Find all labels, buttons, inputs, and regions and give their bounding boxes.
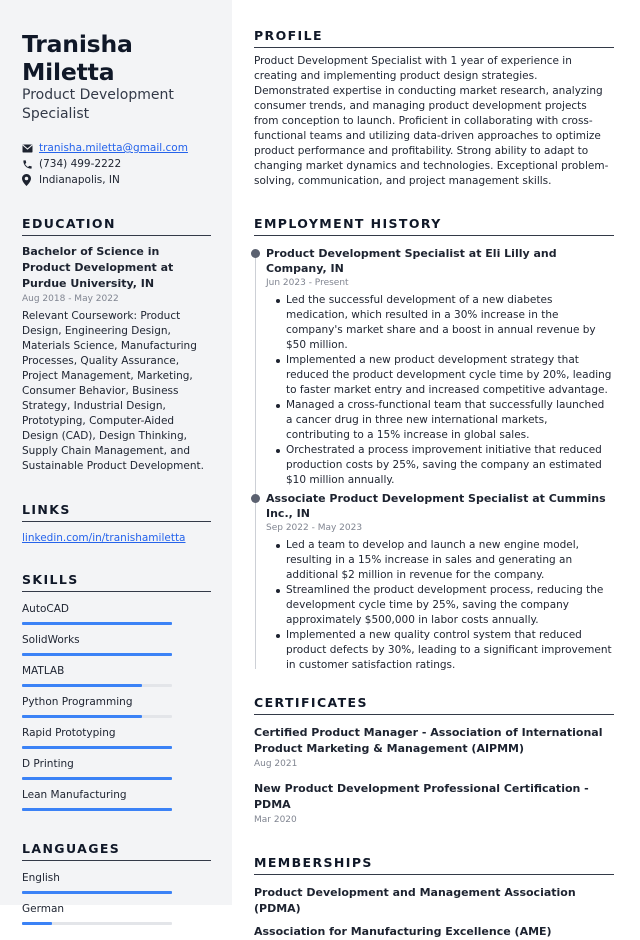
location-text: Indianapolis, IN [39,174,120,186]
skill-item [22,757,211,780]
contact-list [22,140,211,188]
skill-level-bar [22,808,172,811]
language-level-bar [22,891,172,894]
phone-icon [22,159,38,170]
memberships-heading: MEMBERSHIPS [254,855,614,875]
profile-heading: PROFILE [254,28,614,48]
skill-name: Rapid Prototyping [22,727,116,739]
skill-item [22,664,211,687]
certificate-title: Certified Product Manager - Association of International Product Marketing & Management (AIPMM) [254,726,603,755]
certificates-heading: CERTIFICATES [254,695,614,715]
languages-heading: LANGUAGES [22,841,211,861]
profile-section [254,28,614,189]
map-pin-icon [22,174,38,186]
skill-name: SolidWorks [22,634,80,646]
employment-section [254,216,614,673]
skill-name: MATLAB [22,665,65,677]
skills-section [22,572,211,811]
skill-level-fill [22,715,142,718]
job-date: Sep 2022 - May 2023 [266,523,363,533]
linkedin-link[interactable]: linkedin.com/in/tranishamiletta [22,532,186,544]
certificate-item [254,725,614,771]
job-bullet: Implemented a new product development strategy that reduced the product development cycle time by 20%, leading to faster market entry and increased competitive advantage. [266,353,614,398]
education-heading: EDUCATION [22,216,211,236]
skill-item [22,633,211,656]
skill-name: Python Programming [22,696,133,708]
skill-item [22,695,211,718]
skill-level-fill [22,777,172,780]
language-item [22,902,211,925]
education-degree: Bachelor of Science in Product Development at Purdue University, IN [22,245,174,290]
job-bullet: Led the successful development of a new diabetes medication, which resulted in a 30% increase in the company's market share and a boost in annual revenue by $50 million. [266,293,614,353]
job-bullet: Implemented a new quality control system that reduced product defects by 30%, leading to a significant improvement in customer satisfaction ratings. [266,628,614,673]
language-name: German [22,903,65,915]
skill-level-bar [22,777,172,780]
languages-section [22,841,211,925]
timeline-dot [251,249,260,258]
skills-heading: SKILLS [22,572,211,592]
skill-name: AutoCAD [22,603,69,615]
profile-text: Product Development Specialist with 1 year of experience in creating and implementing product design strategies. Demonstrated expertise in conducting market research, analyzing consumer trends, and managing product development projects from conception to launch. Proficient in collaborating with cross-functional teams and utilizing data-driven approaches to optimize product performance and profitability. Strong ability to adapt to changing market dynamics and technologies. Exceptional problem-solving, communication, and project management skills. [254,55,609,187]
candidate-role: Product Development Specialist [22,87,174,122]
skill-level-fill [22,653,172,656]
skill-level-bar [22,653,172,656]
skill-name: Lean Manufacturing [22,789,127,801]
contact-email [22,140,211,156]
membership-item: Product Development and Management Association (PDMA) [254,886,576,915]
job-bullet: Streamlined the product development process, reducing the development cycle time by 25%, saving the company approximately $500,000 in labor costs annually. [266,583,614,628]
languages-list [22,871,211,925]
skill-item [22,788,211,811]
skill-level-fill [22,746,172,749]
certificates-list [254,725,614,827]
links-heading: LINKS [22,502,211,522]
skill-level-fill [22,808,172,811]
contact-location [22,172,211,188]
skill-item [22,726,211,749]
candidate-name: Tranisha Miletta [22,30,133,86]
contact-phone [22,156,211,172]
job-title: Associate Product Development Specialist at Cummins Inc., IN [266,492,606,520]
certificate-date: Mar 2020 [254,815,297,825]
skill-level-fill [22,622,172,625]
employment-heading: EMPLOYMENT HISTORY [254,216,614,236]
sidebar [0,0,232,915]
job-date: Jun 2023 - Present [266,278,349,288]
email-link[interactable]: tranisha.miletta@gmail.com [39,142,188,154]
certificates-section [254,695,614,827]
links-section [22,502,211,544]
job-bullets [266,538,614,673]
language-level-bar [22,922,172,925]
skill-level-bar [22,684,172,687]
skills-list [22,602,211,811]
job-bullets [266,293,614,488]
language-name: English [22,872,60,884]
job-bullet: Managed a cross-functional team that successfully launched a cancer drug in three new international markets, contributing to a 15% increase in global sales. [266,398,614,443]
job-bullet: Led a team to develop and launch a new engine model, resulting in a 15% increase in sales and generating an additional $2 million in revenue for the company. [266,538,614,583]
employment-timeline [254,246,614,673]
skill-item [22,602,211,625]
job-title: Product Development Specialist at Eli Lilly and Company, IN [266,247,557,275]
timeline-dot [251,494,260,503]
language-item [22,871,211,894]
phone-text: (734) 499-2222 [39,158,122,170]
envelope-icon [22,144,38,153]
job-entry [254,491,614,673]
skill-level-bar [22,622,172,625]
skill-level-bar [22,715,172,718]
education-section [22,216,211,474]
main-content [254,28,614,940]
job-entry [254,246,614,488]
memberships-list [254,885,614,940]
certificate-title: New Product Development Professional Certification - PDMA [254,782,589,811]
membership-item: Association for Manufacturing Excellence (AME) [254,925,552,938]
skill-name: D Printing [22,758,74,770]
education-date: Aug 2018 - May 2022 [22,294,119,304]
education-description: Relevant Coursework: Product Design, Engineering Design, Materials Science, Manufacturing Processes, Quality Assurance, Project Management, Marketing, Consumer Behavior, Business Strategy, Industrial Design, Prototyping, Computer-Aided Design (CAD), Design Thinking, Supply Chain Management, and Sustainable Product Development. [22,310,204,472]
language-level-fill [22,922,52,925]
language-level-fill [22,891,172,894]
memberships-section [254,855,614,940]
certificate-date: Aug 2021 [254,759,298,769]
skill-level-fill [22,684,142,687]
certificate-item [254,781,614,827]
skill-level-bar [22,746,172,749]
job-bullet: Orchestrated a process improvement initiative that reduced production costs by 25%, saving the company an estimated $10 million annually. [266,443,614,488]
